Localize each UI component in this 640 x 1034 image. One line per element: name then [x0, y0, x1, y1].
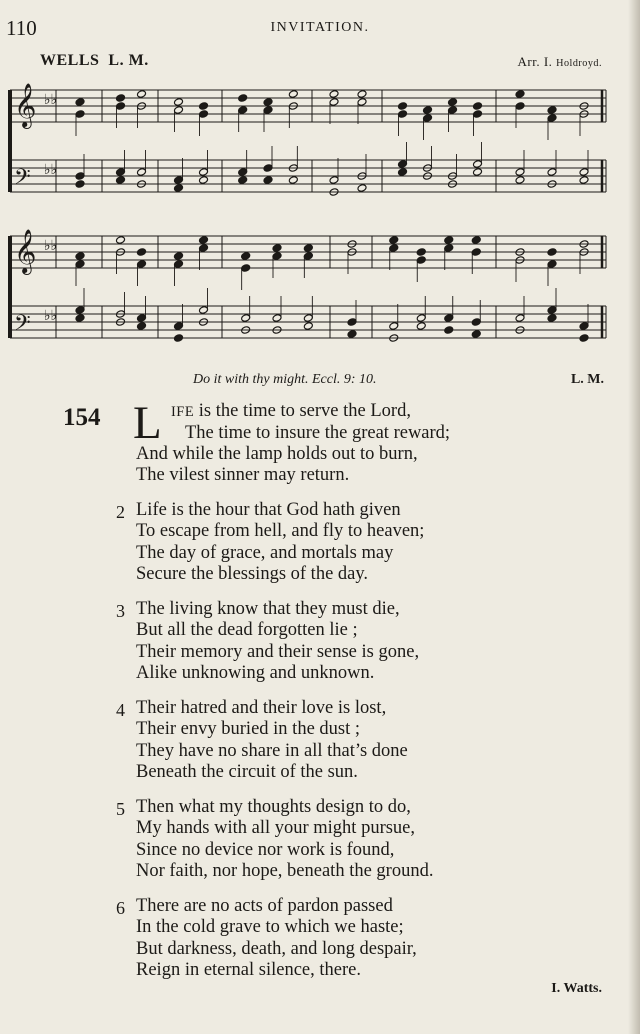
note-head [547, 114, 557, 123]
note-head [329, 90, 339, 99]
bass-clef: 𝄢 [14, 311, 31, 341]
note-head [347, 318, 357, 327]
note-head [174, 184, 184, 193]
note-head [238, 94, 248, 103]
section-title: INVITATION. [270, 20, 370, 35]
stanza-2-line-3: The day of grace, and mortals may [136, 543, 394, 563]
note-head [75, 180, 85, 189]
note-head [357, 184, 367, 193]
note-head [547, 260, 557, 269]
stanza-1-line-3: And while the lamp holds out to burn, [136, 444, 418, 464]
note-head [473, 160, 483, 169]
note-head [199, 244, 209, 253]
hymn-meter: L. M. [570, 372, 604, 387]
note-head [174, 322, 184, 331]
note-head [398, 102, 408, 111]
treble-clef: 𝄞 [14, 83, 37, 127]
note-head [547, 248, 557, 257]
note-head [579, 322, 589, 331]
stanza-4-line-3: They have no share in all that’s done [136, 741, 408, 761]
note-head [389, 244, 399, 253]
note-head [238, 168, 248, 177]
note-head [444, 236, 454, 245]
note-head [137, 314, 147, 323]
note-head [448, 106, 458, 115]
stanza-2-line-2: To escape from hell, and fly to heaven; [136, 521, 425, 541]
note-head [471, 330, 481, 339]
stanza-line-text: is the time to serve the Lord, [198, 401, 411, 421]
note-head [238, 176, 248, 185]
note-head [116, 236, 126, 245]
music-score [0, 70, 640, 360]
note-head [174, 260, 184, 269]
note-head [357, 90, 367, 99]
stanza-3-line-2: But all the dead forgotten lie ; [136, 620, 358, 640]
stanza-5-line-1: Then what my thoughts design to do, [136, 797, 411, 817]
stanza-6-line-3: But darkness, death, and long despair, [136, 939, 417, 959]
note-head [303, 244, 313, 253]
note-head [423, 114, 433, 123]
note-head [423, 106, 433, 115]
note-head [303, 252, 313, 261]
note-head [515, 102, 525, 111]
note-head [547, 306, 557, 315]
bass-clef: 𝄢 [14, 165, 31, 195]
stanza-3-line-4: Alike unknowing and unknown. [136, 663, 375, 683]
note-head [547, 168, 557, 177]
arranger-prefix: Arr. I. [517, 54, 553, 69]
tune-meter: L. M. [108, 52, 149, 69]
stanza-2-line-1: Life is the hour that God hath given [136, 500, 401, 520]
note-head [515, 90, 525, 99]
author-credit: I. Watts. [551, 981, 602, 996]
first-word-rest: IFE [171, 404, 195, 420]
score-notes [75, 90, 589, 343]
stanza-3-number: 3 [116, 601, 125, 621]
note-head [199, 176, 209, 185]
stanza-1-line-1 [171, 401, 411, 422]
note-head [137, 260, 147, 269]
note-head [416, 248, 426, 257]
note-head [303, 322, 313, 331]
stanza-6-line-1: There are no acts of pardon passed [136, 896, 393, 916]
note-head [471, 248, 481, 257]
page-number: 110 [6, 16, 37, 40]
note-head [75, 252, 85, 261]
page-edge-shadow [628, 0, 640, 1034]
note-head [116, 102, 126, 111]
note-head [471, 318, 481, 327]
stanza-4-number: 4 [116, 700, 125, 720]
note-head [448, 98, 458, 107]
note-head [174, 252, 184, 261]
scripture-reference: Do it with thy might. Eccl. 9: 10. [193, 372, 377, 387]
note-head [174, 106, 184, 115]
note-head [174, 98, 184, 107]
note-head [547, 314, 557, 323]
note-head [241, 264, 251, 273]
treble-clef: 𝄞 [14, 229, 37, 273]
note-head [137, 168, 147, 177]
stanza-4-line-2: Their envy buried in the dust ; [136, 719, 361, 739]
drop-cap: L [133, 397, 162, 449]
note-head [263, 176, 273, 185]
stanza-5-number: 5 [116, 799, 125, 819]
note-head [272, 314, 282, 323]
stanza-6-number: 6 [116, 898, 125, 918]
note-head [444, 326, 454, 335]
note-head [329, 98, 339, 107]
note-head [515, 314, 525, 323]
note-head [398, 110, 408, 119]
note-head [444, 314, 454, 323]
note-head [473, 168, 483, 177]
note-head [272, 252, 282, 261]
note-head [398, 160, 408, 169]
stanza-5-line-4: Nor faith, nor hope, beneath the ground. [136, 861, 434, 881]
note-head [199, 306, 209, 315]
stanza-4-line-1: Their hatred and their love is lost, [136, 698, 387, 718]
arranger-name: Holdroyd. [556, 58, 602, 69]
note-head [398, 168, 408, 177]
note-head [547, 106, 557, 115]
stanza-1-line-2: The time to insure the great reward; [185, 423, 451, 443]
stanza-6-line-4: Reign in eternal silence, there. [136, 960, 361, 980]
note-head [75, 314, 85, 323]
note-head [75, 172, 85, 181]
note-head [116, 176, 126, 185]
arranger-credit [517, 54, 602, 70]
note-head [137, 248, 147, 257]
note-head [263, 164, 273, 173]
note-head [199, 168, 209, 177]
note-head [137, 90, 147, 99]
stanza-3-line-3: Their memory and their sense is gone, [136, 642, 420, 662]
note-head [444, 244, 454, 253]
note-head [288, 90, 298, 99]
tune-heading [40, 52, 149, 70]
note-head [272, 244, 282, 253]
note-head [288, 176, 298, 185]
note-head [75, 306, 85, 315]
note-head [416, 322, 426, 331]
hymn-number: 154 [63, 404, 101, 431]
note-head [199, 110, 209, 119]
note-head [579, 176, 589, 185]
note-head [515, 176, 525, 185]
note-head [116, 94, 126, 103]
note-head [263, 106, 273, 115]
note-head [263, 98, 273, 107]
note-head [199, 102, 209, 111]
note-head [241, 252, 251, 261]
note-head [389, 322, 399, 331]
note-head [75, 98, 85, 107]
note-head [347, 330, 357, 339]
key-flat: ♭♭ [44, 162, 58, 178]
note-head [389, 236, 399, 245]
note-head [199, 236, 209, 245]
stanza-1-line-4: The vilest sinner may return. [136, 465, 350, 485]
note-head [303, 314, 313, 323]
note-head [471, 236, 481, 245]
note-head [416, 314, 426, 323]
note-head [174, 334, 184, 343]
note-head [515, 168, 525, 177]
key-flat: ♭♭ [44, 238, 58, 254]
note-head [174, 176, 184, 185]
note-head [579, 168, 589, 177]
stanza-3-line-1: The living know that they must die, [136, 599, 400, 619]
note-head [416, 256, 426, 265]
stanza-5-line-2: My hands with all your might pursue, [136, 818, 416, 838]
note-head [137, 322, 147, 331]
note-head [579, 334, 589, 343]
stanza-2-line-4: Secure the blessings of the day. [136, 564, 369, 584]
stanza-4-line-4: Beneath the circuit of the sun. [136, 762, 358, 782]
note-head [75, 110, 85, 119]
note-head [75, 260, 85, 269]
tune-name: WELLS [40, 52, 100, 69]
stanza-5-line-3: Since no device nor work is found, [136, 840, 395, 860]
note-head [329, 176, 339, 185]
note-head [241, 314, 251, 323]
note-head [473, 110, 483, 119]
note-head [116, 168, 126, 177]
key-flat: ♭♭ [44, 92, 58, 108]
stanza-6-line-2: In the cold grave to which we haste; [136, 917, 404, 937]
note-head [357, 98, 367, 107]
key-flat: ♭♭ [44, 308, 58, 324]
stanza-2-number: 2 [116, 502, 125, 522]
note-head [238, 106, 248, 115]
staff-systems [10, 83, 606, 341]
note-head [473, 102, 483, 111]
